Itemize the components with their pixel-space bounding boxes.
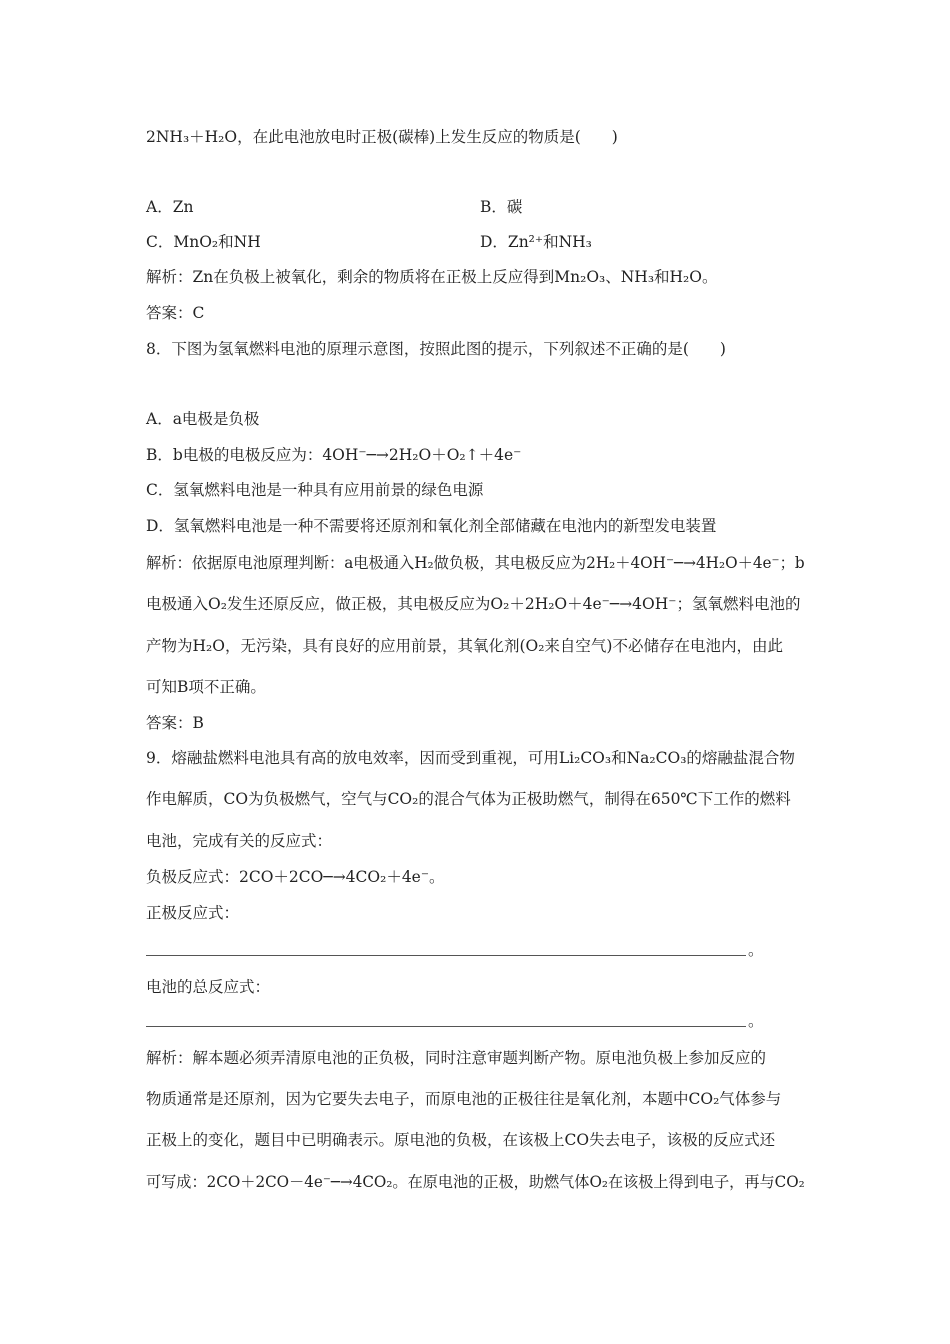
q8-option-d: D．氢氧燃料电池是一种不需要将还原剂和氧化剂全部储藏在电池内的新型发电装置 [146,517,717,535]
q9-positive-electrode-label: 正极反应式： [146,904,240,922]
q9-analysis-line-4: 可写成：2CO＋2CO－4e⁻─→4CO₂。在原电池的正极，助燃气体O₂在该极上得到电子，再与CO₂ [146,1173,805,1191]
q7-option-c: C．MnO₂和NH [146,233,261,251]
q9-analysis-line-3: 正极上的变化，题目中已明确表示。原电池的负极，在该极上CO失去电子，该极的反应式还 [146,1131,776,1149]
q9-stem-line-2: 作电解质，CO为负极燃气，空气与CO₂的混合气体为正极助燃气，制得在650℃下工作的燃料 [146,790,791,808]
q8-option-b: B．b电极的电极反应为：4OH⁻─→2H₂O＋O₂↑＋4e⁻ [146,446,522,464]
q8-analysis-line-4: 可知B项不正确。 [146,678,266,696]
q9-total-answer-blank [146,1026,746,1027]
q8-analysis-line-1: 解析：依据原电池原理判断：a电极通入H₂做负极，其电极反应为2H₂＋4OH⁻─→4H₂O＋4e⁻；b [146,554,805,572]
q9-blank-1-period: 。 [748,941,764,959]
q8-option-c: C．氢氧燃料电池是一种具有应用前景的绿色电源 [146,481,484,499]
q8-answer: 答案：B [146,714,204,732]
q8-option-a: A．a电极是负极 [146,410,260,428]
q7-option-b: B．碳 [480,198,523,216]
q8-analysis-line-3: 产物为H₂O，无污染，具有良好的应用前景，其氧化剂(O₂来自空气)不必储存在电池内，由此 [146,637,783,655]
q9-positive-answer-blank [146,955,746,956]
q9-analysis-line-1: 解析：解本题必须弄清原电池的正负极，同时注意审题判断产物。原电池负极上参加反应的 [146,1049,767,1067]
q9-analysis-line-2: 物质通常是还原剂，因为它要失去电子，而原电池的正极往往是氧化剂，本题中CO₂气体参与 [146,1090,782,1108]
q9-stem-line-3: 电池，完成有关的反应式： [146,832,333,850]
q8-analysis-line-2: 电极通入O₂发生还原反应，做正极，其电极反应为O₂＋2H₂O＋4e⁻─→4OH⁻；氢氧燃料电池的 [146,595,801,613]
q9-blank-2-period: 。 [748,1012,764,1030]
q7-answer: 答案：C [146,304,205,322]
q9-total-reaction-label: 电池的总反应式： [146,978,271,996]
q9-stem-line-1: 9．熔融盐燃料电池具有高的放电效率，因而受到重视，可用Li₂CO₃和Na₂CO₃的熔融盐混合物 [146,749,795,767]
q7-option-d: D．Zn²⁺和NH₃ [480,233,592,251]
q9-negative-electrode-reaction: 负极反应式：2CO＋2CO─→4CO₂＋4e⁻。 [146,868,445,886]
q8-stem: 8．下图为氢氧燃料电池的原理示意图，按照此图的提示，下列叙述不正确的是( ) [146,340,726,358]
q7-stem-tail: 2NH₃＋H₂O，在此电池放电时正极(碳棒)上发生反应的物质是( ) [146,128,618,146]
q7-analysis: 解析：Zn在负极上被氧化，剩余的物质将在正极上反应得到Mn₂O₃、NH₃和H₂O。 [146,268,718,286]
q7-option-a: A．Zn [146,198,194,216]
